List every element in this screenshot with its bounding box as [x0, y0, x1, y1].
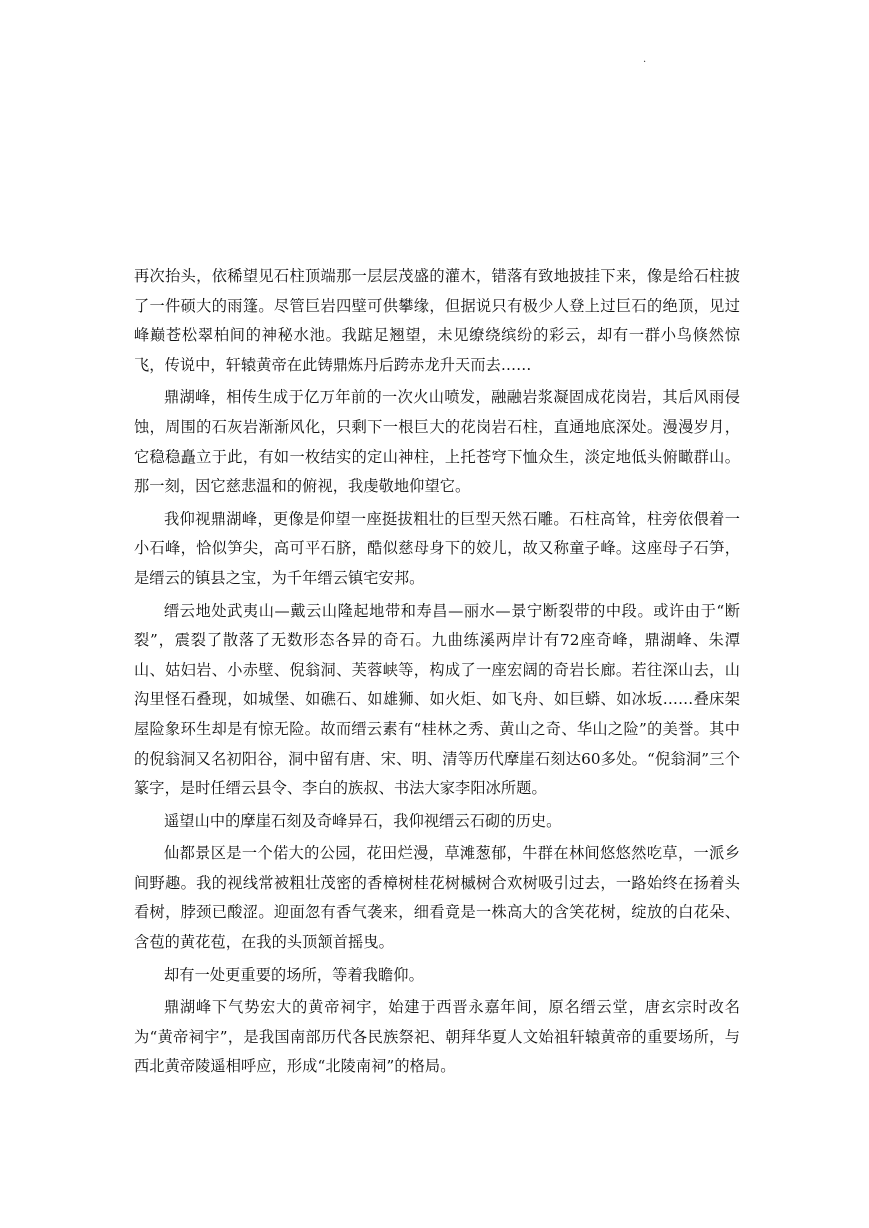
paragraph-3: 我仰视鼎湖峰，更像是仰望一座挺拔粗壮的巨型天然石雕。石柱高耸，柱旁依偎着一小石峰，恰似笋尖，高可平石脐，酷似慈母身下的姣儿，故又称童子峰。这座母子石笋，是缙云的镇县之宝，为千年缙云镇宅安邦。 [134, 509, 740, 587]
paragraph-1: 再次抬头，依稀望见石柱顶端那一层层茂盛的灌木，错落有致地披挂下来，像是给石柱披了一件硕大的雨篷。尽管巨岩四壁可供攀缘，但据说只有极少人登上过巨石的绝顶，见过峰巅苍松翠柏间的神秘水池。我踮足翘望，未见缭绕缤纷的彩云，却有一群小鸟倏然惊飞，传说中，轩辕黄帝在此铸鼎炼丹后跨赤龙升天而去…… [134, 267, 740, 374]
paragraph-7: 却有一处更重要的场所，等着我瞻仰。 [164, 965, 424, 984]
paragraph-8: 鼎湖峰下气势宏大的黄帝祠宇，始建于西晋永嘉年间，原名缙云堂，唐玄宗时改名为“黄帝祠宇”，是我国南部历代各民族祭祀、朝拜华夏人文始祖轩辕黄帝的重要场所，与西北黄帝陵遥相呼应，形成“北陵南祠”的格局。 [134, 998, 740, 1076]
paragraph-5: 遥望山中的摩崖石刻及奇峰异石，我仰视缙云石砌的历史。 [164, 811, 562, 830]
article-body [134, 262, 740, 1085]
paragraph-2: 鼎湖峰，相传生成于亿万年前的一次火山喷发，融融岩浆凝固成花岗岩，其后风雨侵蚀，周围的石灰岩渐渐风化，只剩下一根巨大的花岗岩石柱，直通地底深处。漫漫岁月，它稳稳矗立于此，有如一枚结实的定山神柱，上托苍穹下恤众生，淡定地低头俯瞰群山。那一刻，因它慈悲温和的俯视，我虔敬地仰望它。 [134, 388, 740, 496]
paragraph-4: 缙云地处武夷山—戴云山隆起地带和寿昌—丽水—景宁断裂带的中段。或许由于“断裂”，震裂了散落了无数形态各异的奇石。九曲练溪两岸计有72座奇峰，鼎湖峰、朱潭山、姑妇岩、小赤壁、倪翁洞、芙蓉峡等，构成了一座宏阔的奇岩长廊。若往深山去，山沟里怪石叠现，如城堡、如礁石、如雄狮、如火炬、如飞舟、如巨蟒、如冰坂……叠床架屋险象环生却是有惊无险。故而缙云素有“桂林之秀、黄山之奇、华山之险”的美誉。其中的倪翁洞又名初阳谷，洞中留有唐、宋、明、清等历代摩崖石刻达60多处。“倪翁洞”三个篆字，是时任缙云县令、李白的族叔、书法大家李阳冰所题。 [134, 601, 740, 798]
paragraph-6: 仙都景区是一个偌大的公园，花田烂漫，草滩葱郁，牛群在林间悠悠然吃草，一派乡间野趣。我的视线常被粗壮茂密的香樟树桂花树槭树合欢树吸引过去，一路始终在扬着头看树，脖颈已酸涩。迎面忽有香气袭来，细看竟是一株高大的含笑花树，绽放的白花朵、含苞的黄花苞，在我的头顶颔首摇曳。 [134, 844, 740, 952]
page-marker-dot: . [643, 54, 647, 65]
